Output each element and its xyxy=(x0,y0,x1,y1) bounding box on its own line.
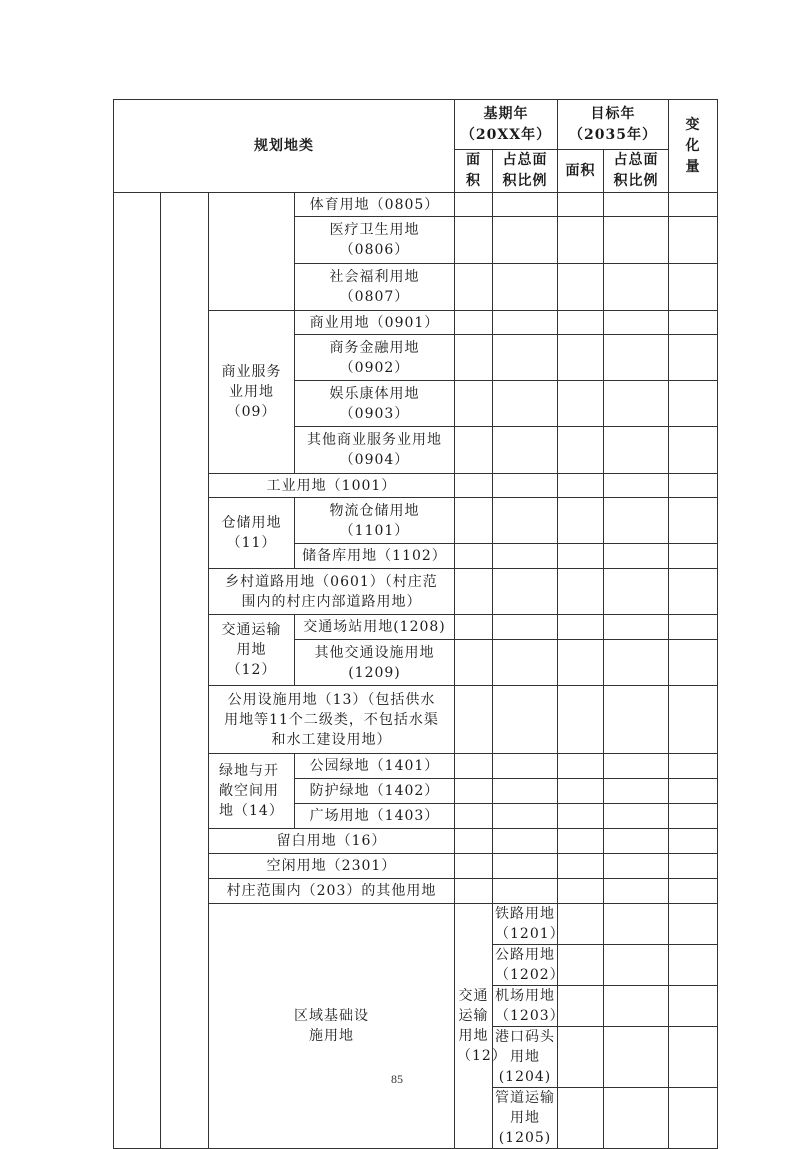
table-row-label: 公园绿地（1401） xyxy=(295,754,455,779)
data-cell[interactable] xyxy=(604,381,669,427)
data-cell[interactable] xyxy=(558,544,604,569)
header-area: 面 积 xyxy=(455,150,493,193)
data-cell[interactable] xyxy=(604,854,669,879)
group-label-storage: 仓储用地 （11） xyxy=(209,498,295,569)
data-cell[interactable] xyxy=(558,804,604,829)
data-cell[interactable] xyxy=(604,427,669,474)
data-cell[interactable] xyxy=(493,779,558,804)
data-cell[interactable] xyxy=(558,879,604,904)
data-cell[interactable] xyxy=(455,264,493,311)
data-cell[interactable] xyxy=(604,193,669,217)
table-row-label: 体育用地（0805） xyxy=(295,193,455,217)
data-cell[interactable] xyxy=(604,264,669,311)
data-cell[interactable] xyxy=(493,640,558,686)
data-cell[interactable] xyxy=(558,311,604,335)
data-cell[interactable] xyxy=(455,335,493,381)
data-cell[interactable] xyxy=(493,474,558,498)
data-cell[interactable] xyxy=(604,217,669,264)
data-cell[interactable] xyxy=(604,986,669,1027)
data-cell[interactable] xyxy=(669,474,718,498)
data-cell[interactable] xyxy=(455,640,493,686)
data-cell[interactable] xyxy=(558,1088,604,1149)
data-cell[interactable] xyxy=(493,544,558,569)
data-cell[interactable] xyxy=(493,193,558,217)
data-cell[interactable] xyxy=(669,779,718,804)
data-cell[interactable] xyxy=(455,311,493,335)
table-row-label: 工业用地（1001） xyxy=(209,474,455,498)
data-cell[interactable] xyxy=(558,381,604,427)
data-cell[interactable] xyxy=(455,217,493,264)
data-cell[interactable] xyxy=(669,686,718,754)
table-row-label: 交通场站用地(1208) xyxy=(295,615,455,640)
data-cell[interactable] xyxy=(669,544,718,569)
data-cell[interactable] xyxy=(558,217,604,264)
data-cell[interactable] xyxy=(669,986,718,1027)
data-cell[interactable] xyxy=(455,569,493,615)
data-cell[interactable] xyxy=(558,640,604,686)
data-cell[interactable] xyxy=(558,264,604,311)
data-cell[interactable] xyxy=(455,474,493,498)
data-cell[interactable] xyxy=(669,640,718,686)
data-cell[interactable] xyxy=(455,779,493,804)
data-cell[interactable] xyxy=(604,754,669,779)
data-cell[interactable] xyxy=(455,381,493,427)
data-cell[interactable] xyxy=(558,754,604,779)
data-cell[interactable] xyxy=(455,193,493,217)
table-row-label: 娱乐康体用地 （0903） xyxy=(295,381,455,427)
data-cell[interactable] xyxy=(669,904,718,945)
header-target-year: 目标年 （2035年） xyxy=(558,100,669,150)
data-cell[interactable] xyxy=(558,854,604,879)
data-cell[interactable] xyxy=(669,427,718,474)
data-cell[interactable] xyxy=(493,335,558,381)
data-cell[interactable] xyxy=(669,615,718,640)
page-number: 85 xyxy=(391,1072,403,1086)
header-ratio: 占总面 积比例 xyxy=(604,150,669,193)
data-cell[interactable] xyxy=(493,829,558,854)
table-row-label: 机场用地（1203） xyxy=(493,986,558,1027)
data-cell[interactable] xyxy=(604,1088,669,1149)
data-cell[interactable] xyxy=(493,381,558,427)
section-col-2 xyxy=(161,193,209,1149)
data-cell[interactable] xyxy=(455,804,493,829)
data-cell[interactable] xyxy=(558,193,604,217)
data-cell[interactable] xyxy=(604,474,669,498)
data-cell[interactable] xyxy=(669,311,718,335)
data-cell[interactable] xyxy=(493,879,558,904)
data-cell[interactable] xyxy=(669,1088,718,1149)
land-use-table xyxy=(113,99,718,1149)
group-cell-empty xyxy=(209,193,295,311)
data-cell[interactable] xyxy=(558,427,604,474)
data-cell[interactable] xyxy=(455,498,493,544)
data-cell[interactable] xyxy=(455,686,493,754)
table-row-label: 商务金融用地 （0902） xyxy=(295,335,455,381)
header-base-year: 基期年 （20XX年） xyxy=(455,100,558,150)
data-cell[interactable] xyxy=(669,754,718,779)
data-cell[interactable] xyxy=(604,569,669,615)
data-cell[interactable] xyxy=(455,829,493,854)
group-label-regional: 区域基础设 施用地 xyxy=(209,904,455,1149)
table-row-label: 乡村道路用地（0601）（村庄范 围内的村庄内部道路用地） xyxy=(209,569,455,615)
data-cell[interactable] xyxy=(604,829,669,854)
data-cell[interactable] xyxy=(455,854,493,879)
data-cell[interactable] xyxy=(455,754,493,779)
table-row-label: 防护绿地（1402） xyxy=(295,779,455,804)
data-cell[interactable] xyxy=(493,854,558,879)
table-row-label: 管道运输用地(1205) xyxy=(493,1088,558,1149)
data-cell[interactable] xyxy=(669,829,718,854)
data-cell[interactable] xyxy=(604,686,669,754)
header-change: 变 化 量 xyxy=(669,100,718,193)
data-cell[interactable] xyxy=(493,569,558,615)
data-cell[interactable] xyxy=(604,335,669,381)
table-row-label: 村庄范围内（203）的其他用地 xyxy=(209,879,455,904)
data-cell[interactable] xyxy=(669,879,718,904)
data-cell[interactable] xyxy=(493,311,558,335)
data-cell[interactable] xyxy=(455,879,493,904)
data-cell[interactable] xyxy=(669,193,718,217)
data-cell[interactable] xyxy=(604,640,669,686)
header-area: 面积 xyxy=(558,150,604,193)
data-cell[interactable] xyxy=(669,217,718,264)
data-cell[interactable] xyxy=(493,427,558,474)
data-cell[interactable] xyxy=(455,615,493,640)
data-cell[interactable] xyxy=(604,945,669,986)
data-cell[interactable] xyxy=(604,804,669,829)
data-cell[interactable] xyxy=(558,569,604,615)
data-cell[interactable] xyxy=(493,217,558,264)
table-row-label: 社会福利用地 （0807） xyxy=(295,264,455,311)
data-cell[interactable] xyxy=(455,544,493,569)
table-row-label: 储备库用地（1102） xyxy=(295,544,455,569)
data-cell[interactable] xyxy=(604,615,669,640)
group-label-transport: 交通运输 用地 （12） xyxy=(455,904,493,1149)
table-row-label: 医疗卫生用地 （0806） xyxy=(295,217,455,264)
data-cell[interactable] xyxy=(493,264,558,311)
group-label-green: 绿地与开 敞空间用 地（14） xyxy=(209,754,295,829)
table-row-label: 物流仓储用地 （1101） xyxy=(295,498,455,544)
data-cell[interactable] xyxy=(558,498,604,544)
data-cell[interactable] xyxy=(669,335,718,381)
data-cell[interactable] xyxy=(669,381,718,427)
data-cell[interactable] xyxy=(558,779,604,804)
data-cell[interactable] xyxy=(604,498,669,544)
data-cell[interactable] xyxy=(604,779,669,804)
data-cell[interactable] xyxy=(669,804,718,829)
group-label-commercial: 商业服务 业用地 （09） xyxy=(209,311,295,474)
header-category: 规划地类 xyxy=(114,100,455,193)
data-cell[interactable] xyxy=(604,904,669,945)
group-label-transport: 交通运输 用地 （12） xyxy=(209,615,295,686)
data-cell[interactable] xyxy=(455,427,493,474)
table-row-label: 留白用地（16） xyxy=(209,829,455,854)
section-col-1 xyxy=(114,193,161,1149)
data-cell[interactable] xyxy=(604,544,669,569)
data-cell[interactable] xyxy=(493,754,558,779)
table-row-label: 其他交通设施用地 (1209) xyxy=(295,640,455,686)
data-cell[interactable] xyxy=(669,945,718,986)
data-cell[interactable] xyxy=(493,615,558,640)
data-cell[interactable] xyxy=(493,686,558,754)
header-ratio: 占总面 积比例 xyxy=(493,150,558,193)
table-row-label: 港口码头用地(1204) xyxy=(493,1027,558,1088)
table-row-label: 其他商业服务业用地 （0904） xyxy=(295,427,455,474)
table-row-label: 公用设施用地（13）（包括供水 用地等11个二级类，不包括水渠 和水工建设用地） xyxy=(209,686,455,754)
data-cell[interactable] xyxy=(604,879,669,904)
table-row-label: 空闲用地（2301） xyxy=(209,854,455,879)
data-cell[interactable] xyxy=(604,311,669,335)
data-cell[interactable] xyxy=(669,854,718,879)
data-cell[interactable] xyxy=(558,335,604,381)
table-row-label: 公路用地（1202） xyxy=(493,945,558,986)
table-row-label: 广场用地（1403） xyxy=(295,804,455,829)
data-cell[interactable] xyxy=(669,498,718,544)
data-cell[interactable] xyxy=(493,804,558,829)
table-row-label: 商业用地（0901） xyxy=(295,311,455,335)
table-row-label: 铁路用地（1201） xyxy=(493,904,558,945)
data-cell[interactable] xyxy=(558,615,604,640)
data-cell[interactable] xyxy=(669,569,718,615)
data-cell[interactable] xyxy=(493,498,558,544)
data-cell[interactable] xyxy=(558,474,604,498)
data-cell[interactable] xyxy=(558,686,604,754)
data-cell[interactable] xyxy=(669,264,718,311)
data-cell[interactable] xyxy=(558,829,604,854)
